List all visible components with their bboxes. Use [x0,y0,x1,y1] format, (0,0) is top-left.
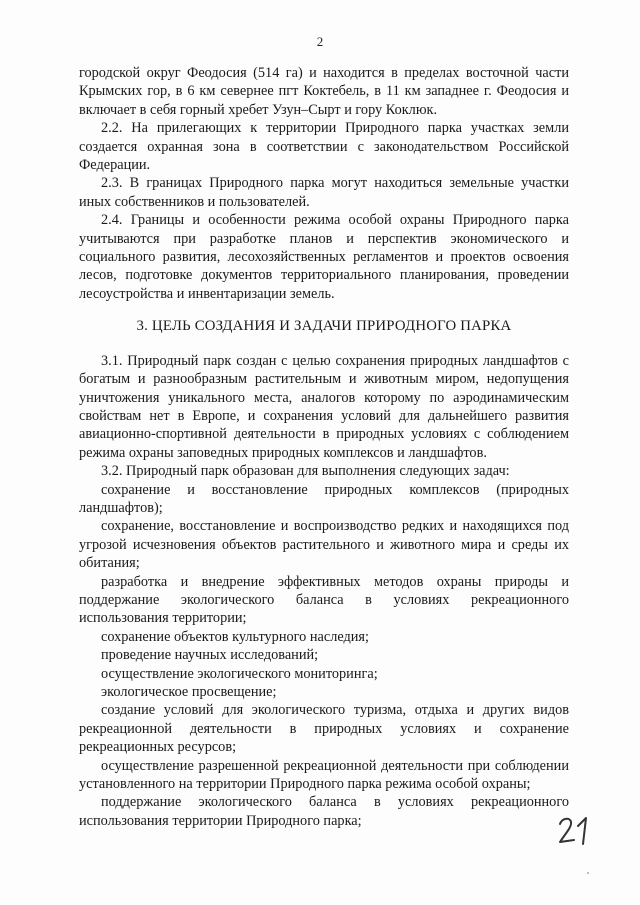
task-item: сохранение объектов культурного наследия; [101,628,369,645]
task-item: создание условий для экологического туризма, отдыха и других видов рекреационной деятельности в природных условиях и сохранение рекреационных ресурсов; [79,702,569,756]
paragraph-2-2: 2.2. На прилегающих к территории Природного парка участках земли создается охранная зона в соответствии с законодательством Российской Федерации. [79,120,569,174]
document-body [79,64,569,830]
paragraph-2-4: 2.4. Границы и особенности режима особой охраны Природного парка учитываются при разработке планов и перспектив экономического и социального развития, лесохозяйственных регламентов и проектов освоения лесов, подготовке документов территориального планирования, проведении лесоустройства и инвентаризации земель. [79,212,569,302]
task-item: проведение научных исследований; [101,647,319,664]
task-item: сохранение, восстановление и воспроизводство редких и находящихся под угрозой исчезновения объектов растительного и животного мира и среды их обитания; [79,518,569,572]
paragraph-2-3: 2.3. В границах Природного парка могут находиться земельные участки иных собственников и пользователей. [79,175,569,210]
task-item: экологическое просвещение; [101,684,277,700]
scan-speck [587,872,589,874]
handwritten-page-mark [556,812,596,846]
task-item: сохранение и восстановление природных комплексов (природных ландшафтов); [79,481,569,516]
paragraph-3-2: 3.2. Природный парк образован для выполнения следующих задач: [101,463,510,480]
paragraph-continued: городской округ Феодосия (514 га) и находится в пределах восточной части Крымских гор, в 6 км севернее пгт Коктебель, в 11 км западнее г. Феодосия и включает в себя горный хребет Узун–Сырт и гору Коклюк. [79,65,569,118]
section-heading: 3. ЦЕЛЬ СОЗДАНИЯ И ЗАДАЧИ ПРИРОДНОГО ПАРКА [136,318,512,335]
task-item: поддержание экологического баланса в условиях рекреационного использования территории Природного парка; [79,794,569,829]
task-item: разработка и внедрение эффективных методов охраны природы и поддержание экологического баланса в условиях рекреационного использования территории; [79,573,569,627]
paragraph-3-1: 3.1. Природный парк создан с целью сохранения природных ландшафтов с богатым и разнообразным растительным и животным миром, недопущения уничтожения уникального места, аналогов которому по аэродинамическим свойствам нет в Европе, и сохранения условий для дальнейшего развития авиационно-спортивной деятельности в природных условиях с соблюдением режима охраны заповедных природных комплексов и ландшафтов. [79,352,569,461]
page-number: 2 [316,34,324,49]
task-item: осуществление разрешенной рекреационной деятельности при соблюдении установленного на территории Природного парка режима особой охраны; [79,757,569,793]
task-item: осуществление экологического мониторинга; [101,665,378,682]
